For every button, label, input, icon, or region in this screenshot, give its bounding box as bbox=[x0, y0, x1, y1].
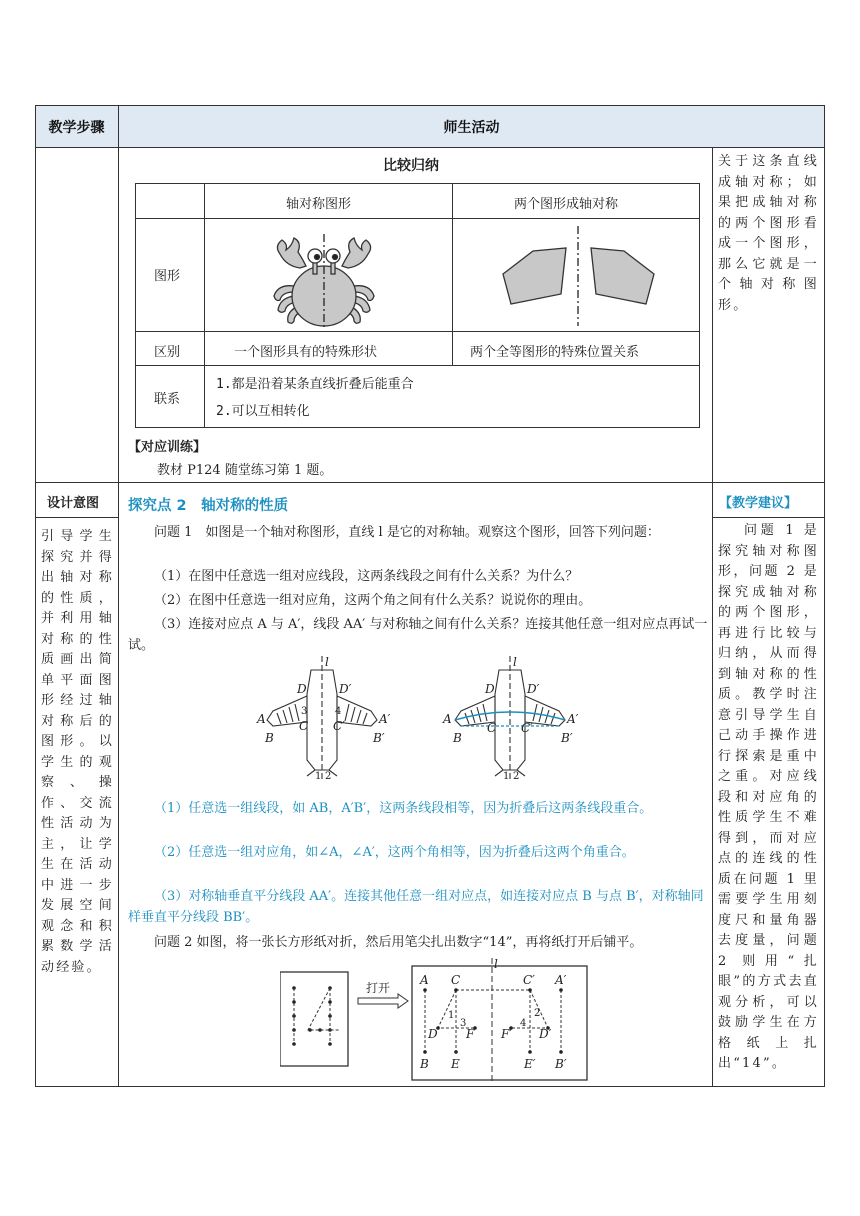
header-col2-label: 师生活动 bbox=[443, 119, 500, 136]
svg-text:3: 3 bbox=[301, 706, 308, 717]
svg-text:1: 1 bbox=[448, 1010, 455, 1021]
svg-text:B: B bbox=[453, 731, 462, 745]
row1-bottom-border bbox=[35, 482, 825, 483]
crab-figure bbox=[264, 226, 384, 331]
svg-text:1: 1 bbox=[503, 771, 510, 781]
compare-col-a: 轴对称图形 bbox=[286, 197, 352, 212]
design-label-border bbox=[35, 517, 119, 518]
section2-title: 探究点 2 轴对称的性质 bbox=[128, 498, 289, 514]
svg-text:A′: A′ bbox=[567, 712, 579, 726]
open-label: 打开 bbox=[366, 981, 391, 995]
table-bottom-border bbox=[35, 1086, 825, 1087]
q1-part1: （1）在图中任意选一组对应线段，这两条线段之间有什么关系？为什么？ bbox=[154, 569, 579, 584]
svg-text:C′: C′ bbox=[333, 719, 345, 733]
svg-text:l: l bbox=[325, 656, 329, 669]
col-divider-2 bbox=[712, 147, 713, 1087]
suggest-label: 【教学建议】 bbox=[719, 496, 798, 511]
svg-text:B: B bbox=[420, 1057, 429, 1071]
svg-text:E′: E′ bbox=[524, 1057, 536, 1071]
compare-link-1: 1.都是沿着某条直线折叠后能重合 bbox=[216, 377, 414, 392]
answer-3: （3）对称轴垂直平分线段 AA′。连接其他任意一组对应点，如连接对应点 B 与点 B′，对称轴同样垂直平分线段 BB′。 bbox=[128, 889, 704, 925]
compare-table bbox=[135, 183, 700, 428]
q1-part2: （2）在图中任意选一组对应角，这两个角之间有什么关系？说说你的理由。 bbox=[154, 593, 592, 608]
side-top-note: 关于这条直线成轴对称；如果把成轴对称的两个图形看成一个图形，那么它就是一个轴对称图形。 bbox=[718, 154, 819, 313]
plane-figure-right bbox=[440, 656, 580, 781]
svg-text:4: 4 bbox=[520, 1018, 527, 1029]
design-label: 设计意图 bbox=[47, 496, 100, 511]
svg-text:D: D bbox=[297, 682, 307, 696]
svg-text:D: D bbox=[485, 682, 495, 696]
svg-text:2: 2 bbox=[534, 1008, 541, 1019]
svg-text:B′: B′ bbox=[373, 731, 385, 745]
svg-text:B′: B′ bbox=[555, 1057, 567, 1071]
svg-text:D′: D′ bbox=[339, 682, 352, 696]
compare-col-b: 两个图形成轴对称 bbox=[514, 197, 619, 212]
practice-text: 教材 P124 随堂练习第 1 题。 bbox=[157, 463, 333, 478]
svg-text:B′: B′ bbox=[561, 731, 573, 745]
header-col1 bbox=[35, 106, 118, 147]
svg-text:D: D bbox=[428, 1027, 438, 1041]
svg-text:A′: A′ bbox=[379, 712, 390, 726]
svg-text:l: l bbox=[494, 958, 498, 971]
header-col2 bbox=[119, 106, 824, 147]
q2-text: 问题 2 如图，将一张长方形纸对折，然后用笔尖扎出数字“14”，再将纸打开后铺平。 bbox=[154, 935, 643, 950]
svg-text:D′: D′ bbox=[539, 1027, 552, 1041]
q1-part3: （3）连接对应点 A 与 A′，线段 AA′ 与对称轴之间有什么关系？连接其他任意一组对应点再试一试。 bbox=[128, 617, 708, 653]
table-top-border bbox=[35, 105, 825, 106]
svg-text:A′: A′ bbox=[555, 973, 567, 987]
svg-text:2: 2 bbox=[513, 771, 520, 781]
svg-text:1: 1 bbox=[315, 771, 322, 781]
svg-text:A: A bbox=[443, 712, 452, 726]
svg-text:F: F bbox=[466, 1027, 475, 1041]
svg-text:3: 3 bbox=[460, 1018, 467, 1029]
answer-2: （2）任意选一组对应角，如∠A，∠A′，这两个角相等，因为折叠后这两个角重合。 bbox=[154, 845, 635, 860]
suggest-text: 问题 1 是探究轴对称图形，问题 2 是探究成轴对称的两个图形，再进行比较与归纳，从而得到轴对称的性质。教学时注意引导学生自己动手操作进行探索是重中之重。对应线段和对应角的性质学生不难得到，而对应点的连线的性质在问题 1 里需要学生用刻度尺和量角器去度量，问题 2 则用“扎眼”的方式去直观分析，可以鼓励学生在方格纸上扎出“14”。 bbox=[718, 523, 819, 1071]
svg-text:4: 4 bbox=[335, 706, 342, 717]
svg-text:C: C bbox=[299, 719, 309, 733]
svg-text:C′: C′ bbox=[521, 721, 533, 735]
folded-paper-figure bbox=[280, 958, 700, 1082]
compare-row-link: 联系 bbox=[154, 392, 181, 407]
svg-text:B: B bbox=[265, 731, 274, 745]
svg-text:C′: C′ bbox=[523, 973, 535, 987]
svg-text:C: C bbox=[487, 721, 497, 735]
table-right-border bbox=[824, 105, 825, 1087]
mirrored-pentagons-figure bbox=[491, 226, 666, 326]
compare-title: 比较归纳 bbox=[383, 158, 439, 174]
svg-text:A: A bbox=[257, 712, 266, 726]
practice-title: 【对应训练】 bbox=[128, 440, 207, 455]
design-text: 引导学生探究并得出轴对称的性质，并利用轴对称的性质画出简单平面图形经过轴对称后的图形。以学生的观察、操作、交流性活动为主，让学生在活动中进一步发展空间观念和积累数学活动经验。 bbox=[41, 529, 114, 975]
compare-link-2: 2.可以互相转化 bbox=[216, 404, 310, 419]
svg-text:D′: D′ bbox=[527, 682, 540, 696]
q1-intro: 问题 1 如图是一个轴对称图形，直线 l 是它的对称轴。观察这个图形，回答下列问题： bbox=[154, 525, 660, 540]
compare-row-figure: 图形 bbox=[154, 269, 181, 284]
suggest-label-border bbox=[712, 517, 825, 518]
svg-text:2: 2 bbox=[325, 771, 332, 781]
svg-text:C: C bbox=[451, 973, 461, 987]
table-left-border bbox=[35, 105, 36, 1087]
svg-text:l: l bbox=[513, 656, 517, 669]
svg-text:F′: F′ bbox=[501, 1027, 513, 1041]
plane-figure-left bbox=[255, 656, 390, 781]
col-divider-1 bbox=[118, 105, 119, 1087]
header-col1-label: 教学步骤 bbox=[48, 119, 105, 136]
compare-diff-b: 两个全等图形的特殊位置关系 bbox=[470, 345, 640, 360]
compare-row-diff: 区别 bbox=[154, 345, 181, 360]
answer-1: （1）任意选一组线段，如 AB，A′B′，这两条线段相等，因为折叠后这两条线段重合。 bbox=[154, 801, 653, 816]
compare-diff-a: 一个图形具有的特殊形状 bbox=[234, 345, 378, 360]
svg-text:A: A bbox=[420, 973, 429, 987]
header-bottom-border bbox=[35, 147, 825, 148]
svg-text:E: E bbox=[451, 1057, 460, 1071]
